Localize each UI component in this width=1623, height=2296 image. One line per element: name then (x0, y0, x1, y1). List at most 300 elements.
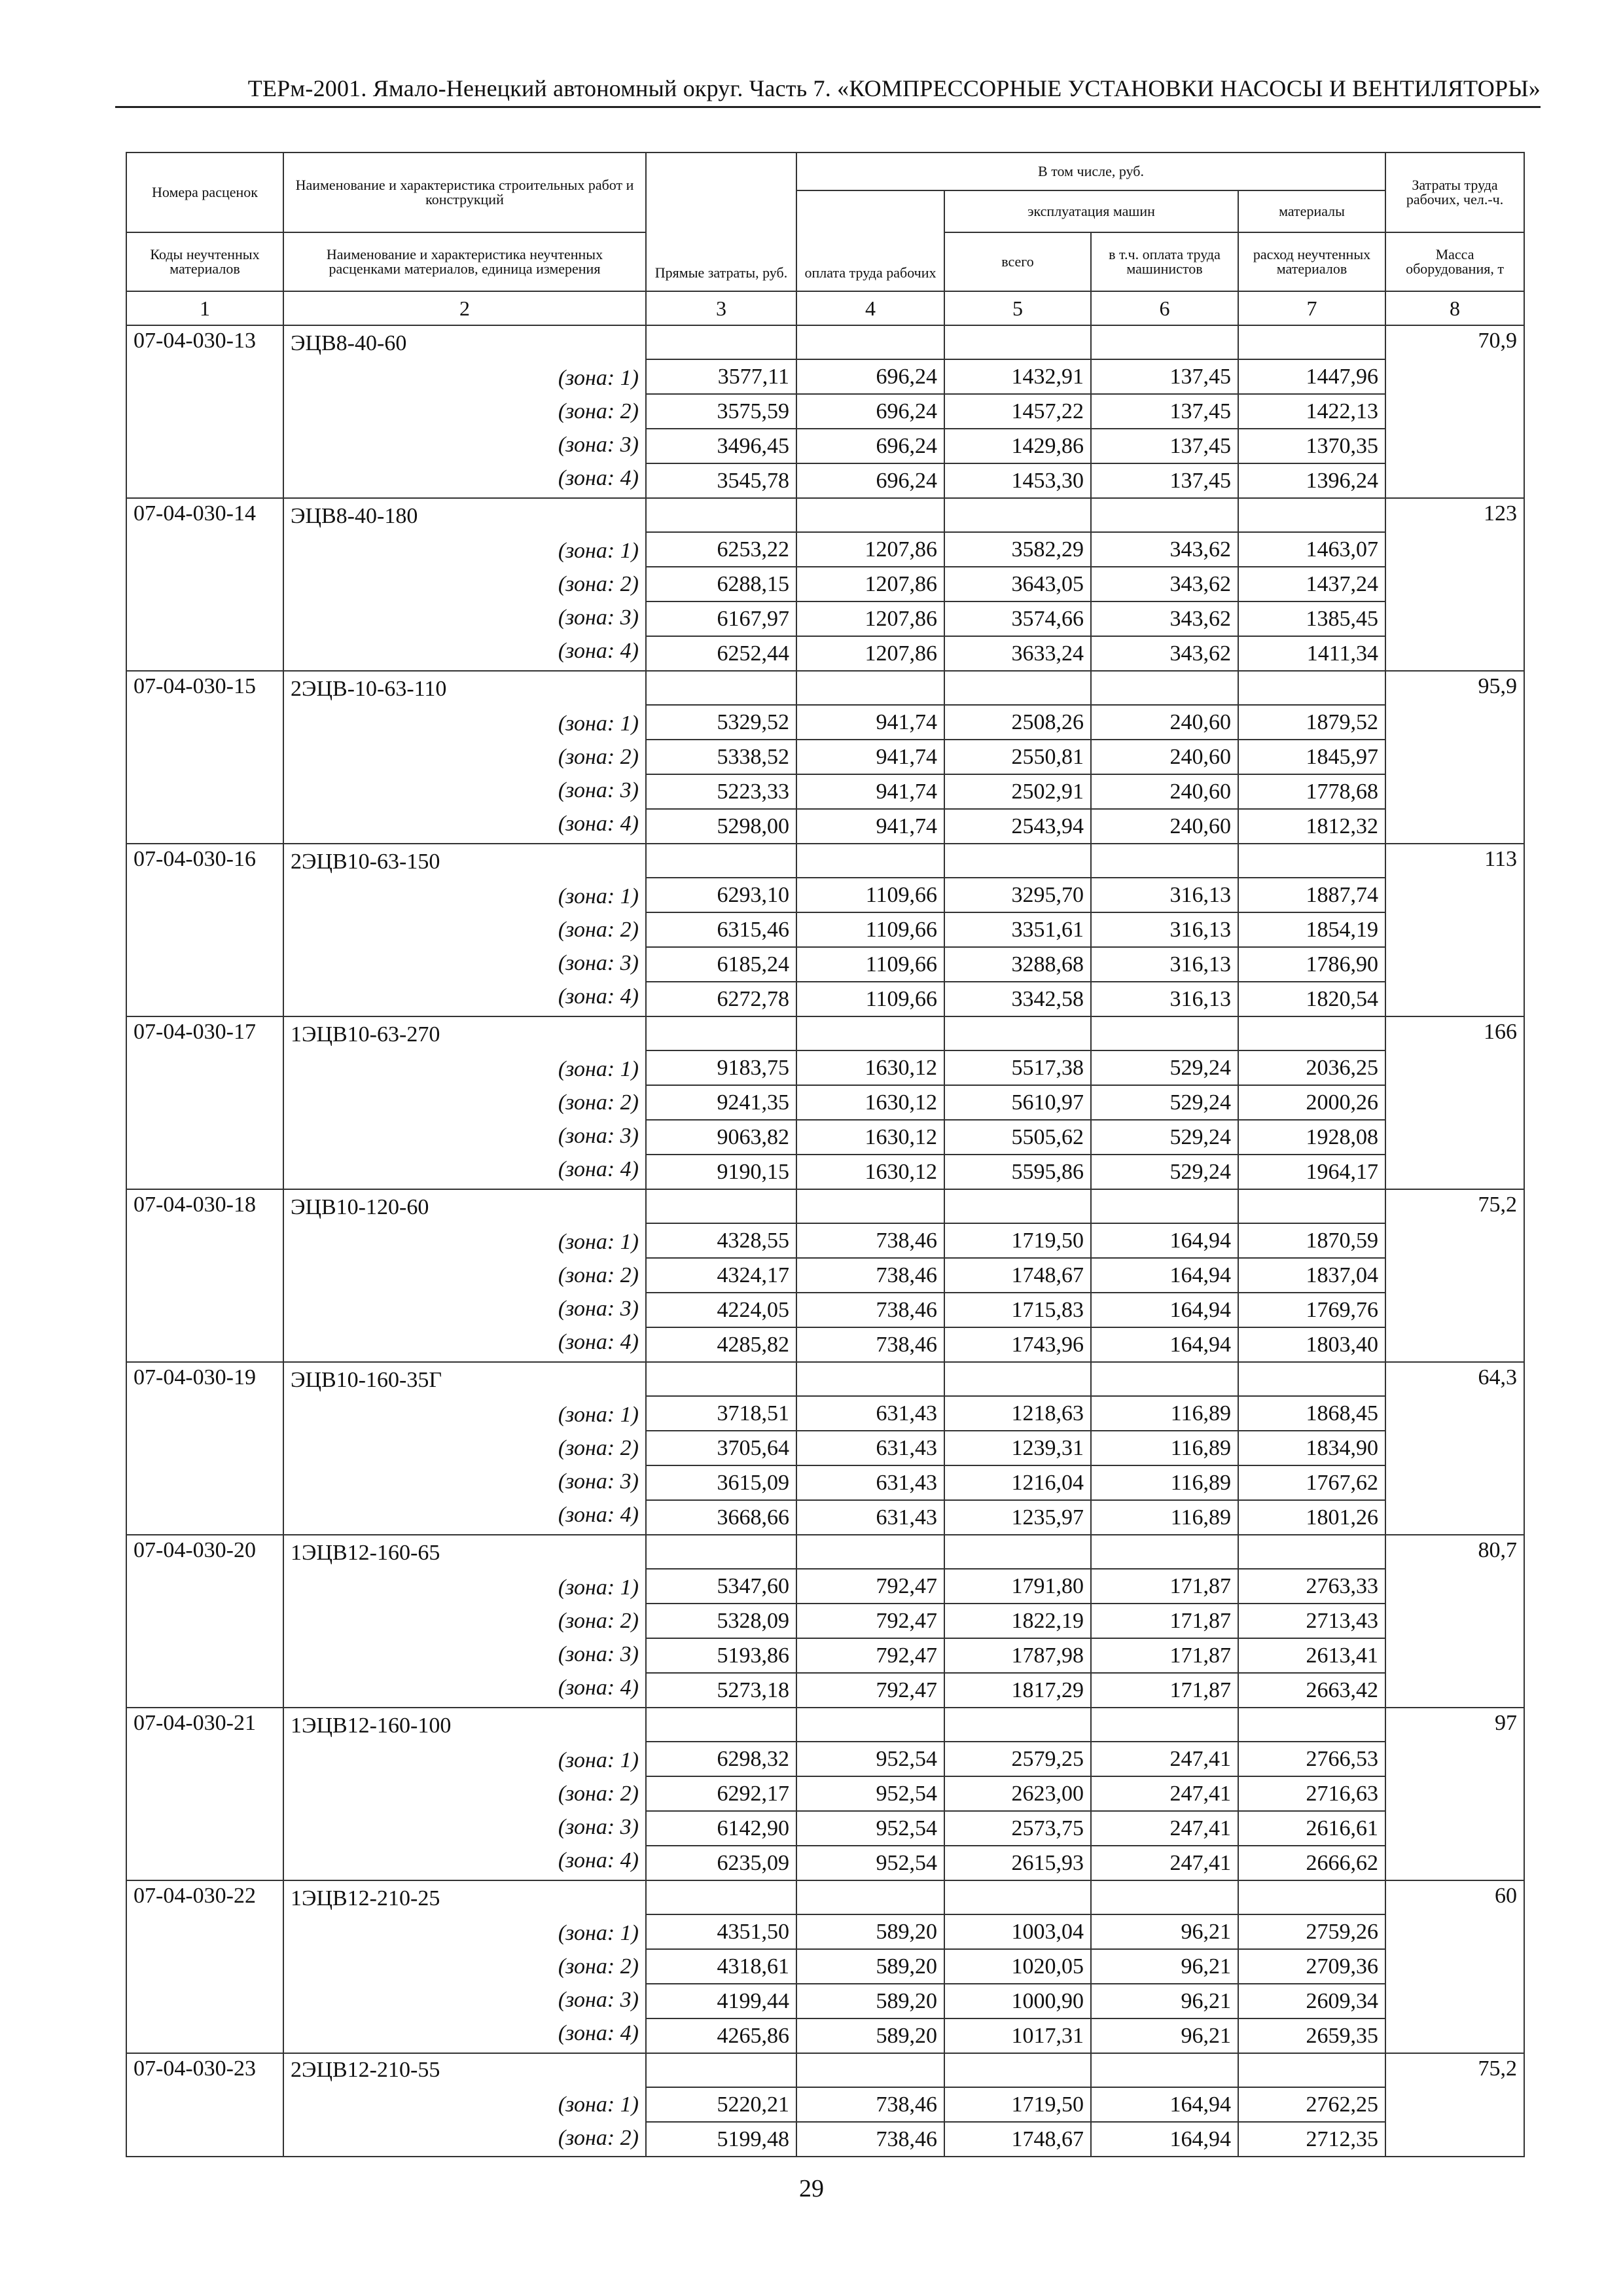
empty-cell (944, 325, 1091, 359)
value-cell: 1870,59 (1238, 1223, 1385, 1258)
value-cell: 96,21 (1091, 1914, 1238, 1949)
value-cell: 1453,30 (944, 463, 1091, 498)
value-cell: 2712,35 (1238, 2122, 1385, 2157)
column-number-cell: 7 (1238, 291, 1385, 325)
value-cell: 2762,25 (1238, 2087, 1385, 2122)
empty-cell (646, 1016, 796, 1050)
value-cell: 171,87 (1091, 1673, 1238, 1708)
zone-label: (зона: 2) (558, 1782, 639, 1806)
value-cell: 2666,62 (1238, 1846, 1385, 1880)
empty-cell (1238, 325, 1385, 359)
zone-label: (зона: 3) (558, 951, 639, 975)
zone-label: (зона: 4) (558, 1157, 639, 1181)
column-number-cell: 4 (796, 291, 944, 325)
header-code: Номера расценок (126, 152, 283, 232)
value-cell: 792,47 (796, 1673, 944, 1708)
value-cell: 1630,12 (796, 1085, 944, 1120)
column-number-cell: 5 (944, 291, 1091, 325)
column-number-cell: 3 (646, 291, 796, 325)
value-cell: 6253,22 (646, 532, 796, 567)
value-cell: 2709,36 (1238, 1949, 1385, 1984)
value-cell: 9183,75 (646, 1050, 796, 1085)
value-cell: 1411,34 (1238, 636, 1385, 671)
value-cell: 1207,86 (796, 567, 944, 601)
zone-label: (зона: 4) (558, 1503, 639, 1527)
value-cell: 1218,63 (944, 1396, 1091, 1431)
value-cell: 3351,61 (944, 912, 1091, 947)
value-cell: 1868,45 (1238, 1396, 1385, 1431)
value-cell: 1719,50 (944, 1223, 1091, 1258)
value-cell: 240,60 (1091, 705, 1238, 740)
value-cell: 1429,86 (944, 429, 1091, 463)
value-cell: 1000,90 (944, 1984, 1091, 2018)
rate-code: 07-04-030-18 (126, 1189, 283, 1362)
value-cell: 5298,00 (646, 809, 796, 844)
rate-name: 2ЭЦВ-10-63-110 (291, 677, 447, 701)
value-cell: 5610,97 (944, 1085, 1091, 1120)
value-cell: 6315,46 (646, 912, 796, 947)
zone-label: (зона: 4) (558, 812, 639, 836)
value-cell: 952,54 (796, 1776, 944, 1811)
value-cell: 1801,26 (1238, 1500, 1385, 1535)
empty-cell (1091, 1362, 1238, 1396)
value-cell: 96,21 (1091, 2018, 1238, 2053)
value-cell: 1719,50 (944, 2087, 1091, 2122)
empty-cell (1091, 1880, 1238, 1914)
header-machines: эксплуатация машин (944, 190, 1238, 232)
value-cell: 3668,66 (646, 1500, 796, 1535)
zone-label: (зона: 1) (558, 1575, 639, 1600)
zone-label: (зона: 3) (558, 1297, 639, 1321)
value-cell: 1791,80 (944, 1569, 1091, 1604)
rate-name-cell (283, 2053, 646, 2157)
value-cell: 5328,09 (646, 1604, 796, 1638)
rate-code: 07-04-030-15 (126, 671, 283, 844)
value-cell: 631,43 (796, 1396, 944, 1431)
value-cell: 941,74 (796, 774, 944, 809)
value-cell: 171,87 (1091, 1638, 1238, 1673)
empty-cell (646, 844, 796, 878)
value-cell: 4324,17 (646, 1258, 796, 1293)
value-cell: 738,46 (796, 1327, 944, 1362)
value-cell: 941,74 (796, 705, 944, 740)
value-cell: 3288,68 (944, 947, 1091, 982)
empty-cell (944, 498, 1091, 532)
column-number-cell: 6 (1091, 291, 1238, 325)
rate-code: 07-04-030-23 (126, 2053, 283, 2157)
value-cell: 529,24 (1091, 1155, 1238, 1189)
value-cell: 738,46 (796, 1258, 944, 1293)
value-cell: 164,94 (1091, 2087, 1238, 2122)
value-cell: 2502,91 (944, 774, 1091, 809)
value-cell: 1457,22 (944, 394, 1091, 429)
empty-cell (1091, 1016, 1238, 1050)
empty-cell (646, 671, 796, 705)
column-number-cell: 1 (126, 291, 283, 325)
value-cell: 1216,04 (944, 1465, 1091, 1500)
value-cell: 3496,45 (646, 429, 796, 463)
value-cell: 3582,29 (944, 532, 1091, 567)
value-cell: 1396,24 (1238, 463, 1385, 498)
zone-label: (зона: 2) (558, 1436, 639, 1460)
value-cell: 5329,52 (646, 705, 796, 740)
rate-name-cell (283, 1016, 646, 1189)
rate-mass: 113 (1385, 844, 1524, 1016)
rate-name-cell (283, 498, 646, 671)
value-cell: 343,62 (1091, 601, 1238, 636)
value-cell: 1207,86 (796, 532, 944, 567)
value-cell: 3615,09 (646, 1465, 796, 1500)
value-cell: 5193,86 (646, 1638, 796, 1673)
value-cell: 2663,42 (1238, 1673, 1385, 1708)
value-cell: 3575,59 (646, 394, 796, 429)
empty-cell (796, 671, 944, 705)
value-cell: 5273,18 (646, 1673, 796, 1708)
zone-label: (зона: 2) (558, 1609, 639, 1633)
empty-cell (646, 2053, 796, 2087)
rate-name-cell (283, 671, 646, 844)
value-cell: 247,41 (1091, 1742, 1238, 1776)
value-cell: 1370,35 (1238, 429, 1385, 463)
rate-name: 2ЭЦВ12-210-55 (291, 2058, 440, 2082)
value-cell: 1803,40 (1238, 1327, 1385, 1362)
rate-name: 1ЭЦВ10-63-270 (291, 1022, 440, 1047)
value-cell: 240,60 (1091, 774, 1238, 809)
value-cell: 2623,00 (944, 1776, 1091, 1811)
header-material-codes: Коды неучтенных материалов (126, 232, 283, 291)
header-including: В том числе, руб. (796, 152, 1385, 190)
rate-row (126, 1189, 1524, 1223)
empty-cell (1091, 1535, 1238, 1569)
column-number-cell: 8 (1385, 291, 1524, 325)
value-cell: 952,54 (796, 1811, 944, 1846)
value-cell: 1769,76 (1238, 1293, 1385, 1327)
zone-label: (зона: 1) (558, 2092, 639, 2117)
value-cell: 116,89 (1091, 1500, 1238, 1535)
value-cell: 1385,45 (1238, 601, 1385, 636)
header-rule (115, 106, 1541, 108)
value-cell: 1437,24 (1238, 567, 1385, 601)
value-cell: 3545,78 (646, 463, 796, 498)
value-cell: 1109,66 (796, 982, 944, 1016)
value-cell: 2759,26 (1238, 1914, 1385, 1949)
value-cell: 164,94 (1091, 1327, 1238, 1362)
value-cell: 738,46 (796, 1293, 944, 1327)
empty-cell (944, 1535, 1091, 1569)
zone-label: (зона: 2) (558, 572, 639, 596)
zone-label: (зона: 1) (558, 884, 639, 908)
value-cell: 2613,41 (1238, 1638, 1385, 1673)
value-cell: 5595,86 (944, 1155, 1091, 1189)
value-cell: 1630,12 (796, 1120, 944, 1155)
value-cell: 792,47 (796, 1604, 944, 1638)
page-number: 29 (799, 2175, 824, 2202)
rate-row (126, 671, 1524, 705)
value-cell: 696,24 (796, 463, 944, 498)
rate-name-cell (283, 1880, 646, 2053)
zone-label: (зона: 1) (558, 366, 639, 390)
rate-mass: 64,3 (1385, 1362, 1524, 1535)
value-cell: 696,24 (796, 394, 944, 429)
value-cell: 1845,97 (1238, 740, 1385, 774)
zone-label: (зона: 4) (558, 1848, 639, 1873)
rate-row (126, 1535, 1524, 1569)
value-cell: 5338,52 (646, 740, 796, 774)
value-cell: 738,46 (796, 1223, 944, 1258)
empty-cell (646, 498, 796, 532)
value-cell: 3718,51 (646, 1396, 796, 1431)
value-cell: 2550,81 (944, 740, 1091, 774)
value-cell: 952,54 (796, 1846, 944, 1880)
empty-cell (646, 1535, 796, 1569)
value-cell: 2659,35 (1238, 2018, 1385, 2053)
rate-mass: 60 (1385, 1880, 1524, 2053)
value-cell: 529,24 (1091, 1050, 1238, 1085)
value-cell: 2763,33 (1238, 1569, 1385, 1604)
value-cell: 1207,86 (796, 601, 944, 636)
empty-cell (944, 1362, 1091, 1396)
value-cell: 4328,55 (646, 1223, 796, 1258)
value-cell: 1817,29 (944, 1673, 1091, 1708)
value-cell: 2036,25 (1238, 1050, 1385, 1085)
zone-label: (зона: 1) (558, 1230, 639, 1254)
value-cell: 738,46 (796, 2087, 944, 2122)
empty-cell (1091, 1708, 1238, 1742)
empty-cell (944, 1189, 1091, 1223)
rate-name-cell (283, 1362, 646, 1535)
value-cell: 6235,09 (646, 1846, 796, 1880)
value-cell: 1003,04 (944, 1914, 1091, 1949)
rate-code: 07-04-030-22 (126, 1880, 283, 2053)
rate-code: 07-04-030-20 (126, 1535, 283, 1708)
rate-row (126, 498, 1524, 532)
value-cell: 589,20 (796, 1914, 944, 1949)
header-operator-wages: в т.ч. оплата труда машинистов (1091, 232, 1238, 291)
value-cell: 343,62 (1091, 636, 1238, 671)
empty-cell (1091, 2053, 1238, 2087)
zone-label: (зона: 1) (558, 539, 639, 563)
value-cell: 116,89 (1091, 1465, 1238, 1500)
value-cell: 3643,05 (944, 567, 1091, 601)
header-labor: Затраты труда рабочих, чел.-ч. (1385, 152, 1524, 232)
empty-cell (944, 1016, 1091, 1050)
value-cell: 4265,86 (646, 2018, 796, 2053)
value-cell: 589,20 (796, 1984, 944, 2018)
value-cell: 1109,66 (796, 947, 944, 982)
value-cell: 343,62 (1091, 532, 1238, 567)
value-cell: 6142,90 (646, 1811, 796, 1846)
value-cell: 137,45 (1091, 359, 1238, 394)
rate-name: 1ЭЦВ12-210-25 (291, 1886, 440, 1910)
rate-mass: 70,9 (1385, 325, 1524, 498)
rate-name: 1ЭЦВ12-160-100 (291, 1713, 452, 1738)
value-cell: 2713,43 (1238, 1604, 1385, 1638)
empty-cell (944, 844, 1091, 878)
empty-cell (1238, 1362, 1385, 1396)
rate-row (126, 325, 1524, 359)
empty-cell (796, 325, 944, 359)
value-cell: 240,60 (1091, 809, 1238, 844)
value-cell: 792,47 (796, 1569, 944, 1604)
value-cell: 941,74 (796, 809, 944, 844)
value-cell: 1822,19 (944, 1604, 1091, 1638)
rate-row (126, 2053, 1524, 2087)
value-cell: 171,87 (1091, 1569, 1238, 1604)
value-cell: 2615,93 (944, 1846, 1091, 1880)
rate-name: ЭЦВ8-40-60 (291, 331, 407, 355)
rate-name-cell (283, 1535, 646, 1708)
empty-cell (1238, 671, 1385, 705)
rate-mass: 123 (1385, 498, 1524, 671)
rate-code: 07-04-030-13 (126, 325, 283, 498)
zone-label: (зона: 1) (558, 1921, 639, 1945)
value-cell: 589,20 (796, 2018, 944, 2053)
empty-cell (796, 1016, 944, 1050)
value-cell: 316,13 (1091, 878, 1238, 912)
value-cell: 5199,48 (646, 2122, 796, 2157)
value-cell: 1239,31 (944, 1431, 1091, 1465)
empty-cell (646, 1880, 796, 1914)
zone-label: (зона: 3) (558, 1988, 639, 2012)
value-cell: 529,24 (1091, 1120, 1238, 1155)
value-cell: 1432,91 (944, 359, 1091, 394)
header-mass: Масса оборудования, т (1385, 232, 1524, 291)
value-cell: 5223,33 (646, 774, 796, 809)
value-cell: 164,94 (1091, 1223, 1238, 1258)
value-cell: 137,45 (1091, 429, 1238, 463)
column-numbers-row (126, 291, 1524, 325)
empty-cell (1238, 2053, 1385, 2087)
empty-cell (1091, 498, 1238, 532)
empty-cell (944, 1880, 1091, 1914)
value-cell: 4224,05 (646, 1293, 796, 1327)
value-cell: 343,62 (1091, 567, 1238, 601)
value-cell: 1812,32 (1238, 809, 1385, 844)
header-material-usage: расход неучтенных материалов (1238, 232, 1385, 291)
empty-cell (796, 1362, 944, 1396)
value-cell: 3633,24 (944, 636, 1091, 671)
empty-cell (646, 325, 796, 359)
value-cell: 2543,94 (944, 809, 1091, 844)
value-cell: 1787,98 (944, 1638, 1091, 1673)
rate-mass: 75,2 (1385, 2053, 1524, 2157)
zone-label: (зона: 3) (558, 1642, 639, 1666)
value-cell: 4318,61 (646, 1949, 796, 1984)
value-cell: 96,21 (1091, 1949, 1238, 1984)
value-cell: 9241,35 (646, 1085, 796, 1120)
zone-label: (зона: 1) (558, 1403, 639, 1427)
value-cell: 1235,97 (944, 1500, 1091, 1535)
rate-name-cell (283, 1189, 646, 1362)
value-cell: 1767,62 (1238, 1465, 1385, 1500)
value-cell: 1964,17 (1238, 1155, 1385, 1189)
value-cell: 1743,96 (944, 1327, 1091, 1362)
value-cell: 137,45 (1091, 394, 1238, 429)
value-cell: 1748,67 (944, 1258, 1091, 1293)
zone-label: (зона: 4) (558, 466, 639, 490)
zone-label: (зона: 2) (558, 399, 639, 423)
rate-row (126, 1016, 1524, 1050)
empty-cell (1238, 1016, 1385, 1050)
value-cell: 1748,67 (944, 2122, 1091, 2157)
zone-label: (зона: 3) (558, 1815, 639, 1839)
empty-cell (1238, 498, 1385, 532)
zone-label: (зона: 2) (558, 1954, 639, 1979)
zone-label: (зона: 2) (558, 918, 639, 942)
empty-cell (1091, 844, 1238, 878)
value-cell: 9063,82 (646, 1120, 796, 1155)
empty-cell (646, 1189, 796, 1223)
value-cell: 6272,78 (646, 982, 796, 1016)
zone-label: (зона: 1) (558, 711, 639, 736)
value-cell: 738,46 (796, 2122, 944, 2157)
page-header: ТЕРм-2001. Ямало-Ненецкий автономный округ. Часть 7. «КОМПРЕССОРНЫЕ УСТАНОВКИ НАСОСЫ И ВЕНТИЛЯТОРЫ» (247, 75, 1541, 101)
value-cell: 1109,66 (796, 912, 944, 947)
value-cell: 941,74 (796, 740, 944, 774)
rate-row (126, 1362, 1524, 1396)
empty-cell (796, 2053, 944, 2087)
value-cell: 631,43 (796, 1465, 944, 1500)
value-cell: 2716,63 (1238, 1776, 1385, 1811)
empty-cell (944, 671, 1091, 705)
value-cell: 6185,24 (646, 947, 796, 982)
rate-name-cell (283, 325, 646, 498)
rate-mass: 80,7 (1385, 1535, 1524, 1708)
value-cell: 589,20 (796, 1949, 944, 1984)
value-cell: 1017,31 (944, 2018, 1091, 2053)
value-cell: 3705,64 (646, 1431, 796, 1465)
rate-code: 07-04-030-17 (126, 1016, 283, 1189)
zone-label: (зона: 2) (558, 1263, 639, 1287)
value-cell: 5347,60 (646, 1569, 796, 1604)
zone-label: (зона: 4) (558, 1676, 639, 1700)
value-cell: 247,41 (1091, 1846, 1238, 1880)
value-cell: 1778,68 (1238, 774, 1385, 809)
value-cell: 6252,44 (646, 636, 796, 671)
value-cell: 137,45 (1091, 463, 1238, 498)
rate-code: 07-04-030-21 (126, 1708, 283, 1880)
value-cell: 631,43 (796, 1431, 944, 1465)
rate-row (126, 1708, 1524, 1742)
value-cell: 1422,13 (1238, 394, 1385, 429)
header-wages: оплата труда рабочих (796, 190, 944, 291)
value-cell: 316,13 (1091, 947, 1238, 982)
value-cell: 247,41 (1091, 1776, 1238, 1811)
value-cell: 952,54 (796, 1742, 944, 1776)
value-cell: 171,87 (1091, 1604, 1238, 1638)
value-cell: 3342,58 (944, 982, 1091, 1016)
value-cell: 116,89 (1091, 1431, 1238, 1465)
empty-cell (646, 1708, 796, 1742)
zone-label: (зона: 4) (558, 1330, 639, 1354)
value-cell: 631,43 (796, 1500, 944, 1535)
empty-cell (1238, 1708, 1385, 1742)
zone-label: (зона: 1) (558, 1057, 639, 1081)
zone-label: (зона: 4) (558, 639, 639, 663)
value-cell: 1715,83 (944, 1293, 1091, 1327)
column-number-cell: 2 (283, 291, 646, 325)
value-cell: 1837,04 (1238, 1258, 1385, 1293)
zone-label: (зона: 3) (558, 778, 639, 802)
value-cell: 5220,21 (646, 2087, 796, 2122)
value-cell: 6288,15 (646, 567, 796, 601)
value-cell: 9190,15 (646, 1155, 796, 1189)
value-cell: 2579,25 (944, 1742, 1091, 1776)
empty-cell (796, 1535, 944, 1569)
empty-cell (796, 844, 944, 878)
value-cell: 2000,26 (1238, 1085, 1385, 1120)
empty-cell (944, 1708, 1091, 1742)
